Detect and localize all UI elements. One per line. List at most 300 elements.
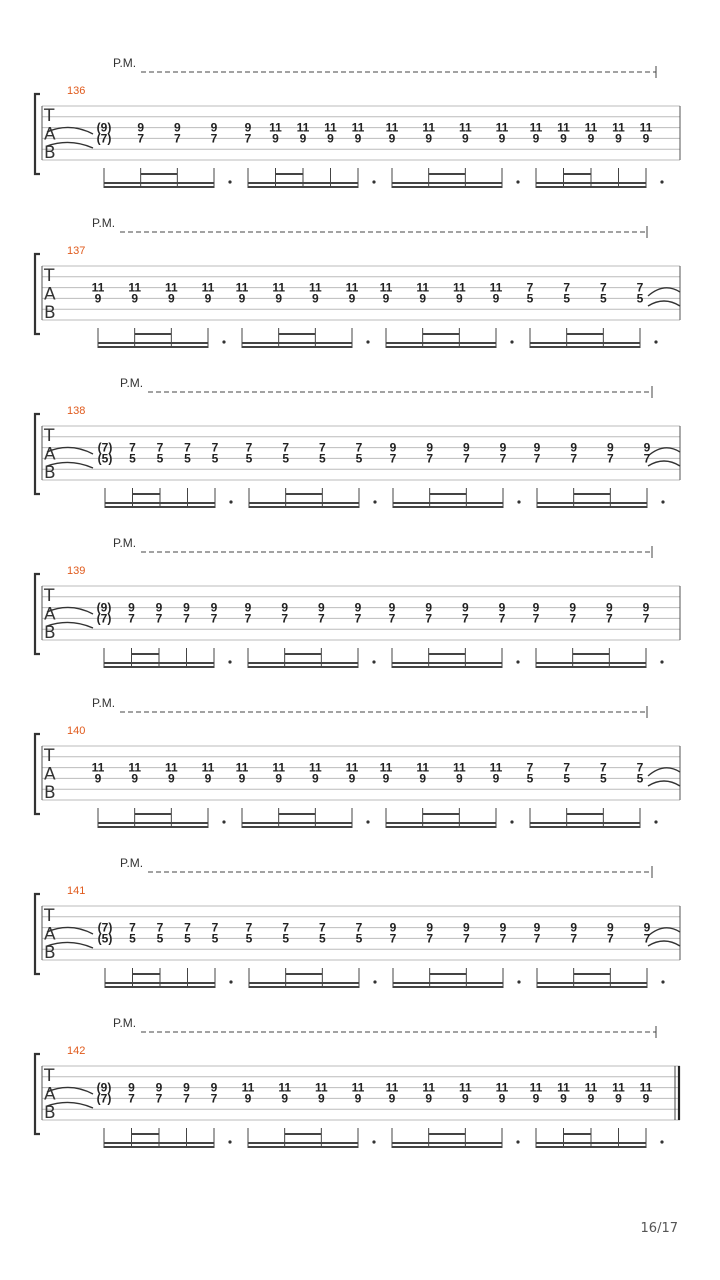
tab-clef-letter: T (44, 906, 55, 926)
tab-clef-letter: A (44, 284, 56, 305)
fret-number-string-2: 11 (314, 1080, 328, 1095)
system-bracket (35, 894, 40, 974)
fret-number-string-2: 11 (458, 1080, 472, 1095)
fret-number-string-2: 11 (422, 1080, 436, 1095)
fret-number-string-3: 5 (211, 451, 219, 466)
fret-number-string-2: 9 (642, 600, 650, 615)
fret-number-string-2: 7 (636, 280, 644, 295)
fret-number-string-3: 7 (137, 131, 145, 146)
fret-number-string-2: 11 (269, 120, 282, 135)
fret-number-string-3: 9 (327, 131, 334, 146)
fret-number-string-2: 9 (499, 920, 507, 935)
fret-number-string-2: 7 (156, 920, 164, 935)
fret-number-string-2: 11 (235, 760, 249, 775)
fret-number-string-3: 9 (348, 291, 356, 306)
fret-number-string-2: 9 (210, 600, 218, 615)
fret-number-string-2: 11 (452, 760, 466, 775)
fret-number-string-3: 9 (94, 771, 102, 786)
fret-number-string-2: 11 (422, 120, 436, 135)
fret-number-string-2: 9 (570, 440, 578, 455)
system-137 (35, 216, 680, 348)
fret-number-string-3: 7 (643, 451, 651, 466)
beat-group (246, 441, 377, 508)
beat-group (98, 921, 233, 988)
beat-group (92, 761, 226, 828)
tie-out-arc (648, 301, 680, 306)
tie-out-arc (648, 768, 680, 776)
tab-clef-letter: B (44, 463, 56, 483)
palm-mute-label: P.M. (92, 216, 116, 230)
fret-number-string-3: 9 (492, 771, 500, 786)
fret-number-string-2: 11 (324, 120, 337, 135)
fret-number-string-3: 7 (128, 611, 135, 626)
tab-clef-letter: A (44, 604, 56, 625)
fret-number-string-2: 9 (569, 600, 577, 615)
fret-number-string-2: 7 (563, 760, 571, 775)
fret-number-string-2: 9 (155, 600, 163, 615)
beat-group (245, 121, 376, 188)
fret-number-string-3: 9 (272, 131, 279, 146)
beat-group (386, 1081, 520, 1148)
fret-number-string-2: 7 (355, 440, 363, 455)
rhythm-dot (661, 980, 664, 983)
fret-number-string-3: 9 (317, 1091, 325, 1106)
fret-number-string-2: 7 (526, 280, 534, 295)
fret-number-string-2: 11 (272, 280, 286, 295)
fret-number-string-3: 9 (642, 131, 650, 146)
beat-group (380, 761, 514, 828)
fret-number-string-3: 9 (461, 1091, 469, 1106)
tab-clef-letter: B (44, 783, 56, 803)
measure-number: 136 (67, 85, 86, 97)
fret-number-string-2: 9 (210, 120, 218, 135)
fret-number-string-3: 7 (128, 1091, 135, 1106)
fret-number-string-3: 9 (167, 771, 175, 786)
fret-number-string-3: 9 (425, 1091, 433, 1106)
fret-number-string-3: 7 (210, 131, 218, 146)
fret-number-string-2: 7 (599, 280, 607, 295)
fret-number-string-2: 7 (211, 440, 219, 455)
rhythm-dot (372, 660, 375, 663)
fret-number-string-3: 9 (455, 291, 463, 306)
fret-number-string-3: 7 (498, 611, 506, 626)
fret-number-string-3: 7 (244, 131, 252, 146)
tab-clef-letter: T (44, 746, 55, 766)
beat-group (245, 601, 376, 668)
palm-mute-label: P.M. (120, 856, 144, 870)
fret-number-string-3: 7 (210, 1091, 218, 1106)
fret-number-string-2: 11 (385, 120, 399, 135)
fret-number-string-2: 11 (495, 120, 509, 135)
fret-number-string-3: 5 (184, 451, 191, 466)
system-bracket (35, 94, 40, 174)
fret-number-string-2: 7 (563, 280, 571, 295)
fret-number-string-3: 9 (560, 131, 567, 146)
system-138 (35, 376, 680, 508)
fret-number-string-3: 9 (615, 131, 622, 146)
rhythm-dot (510, 340, 513, 343)
fret-number-string-3: 9 (382, 771, 390, 786)
fret-number-string-2: 11 (489, 760, 503, 775)
fret-number-string-2: 9 (425, 600, 433, 615)
fret-number-string-2: 9 (210, 1080, 218, 1095)
fret-number-string-3: 9 (382, 291, 390, 306)
fret-number-string-3: 7 (281, 611, 289, 626)
fret-number-string-2: 9 (128, 1080, 135, 1095)
fret-number-string-2: 7 (526, 760, 534, 775)
fret-number-string-3: 7 (606, 931, 614, 946)
fret-number-string-3: 9 (131, 771, 139, 786)
beat-group (97, 121, 232, 188)
fret-number-string-3: 7 (155, 1091, 163, 1106)
fret-number-string-2: (9) (96, 600, 112, 615)
fret-number-string-3: 9 (244, 1091, 252, 1106)
fret-number-string-3: 5 (599, 771, 607, 786)
fret-number-string-3: 5 (129, 451, 136, 466)
fret-number-string-2: 9 (499, 440, 507, 455)
measure-number: 139 (67, 565, 86, 577)
fret-number-string-3: 7 (210, 611, 218, 626)
fret-number-string-3: 7 (499, 931, 507, 946)
fret-number-string-3: 7 (317, 611, 325, 626)
fret-number-string-2: 9 (317, 600, 325, 615)
fret-number-string-3: 7 (532, 611, 540, 626)
rhythm-dot (660, 1140, 663, 1143)
fret-number-string-3: 9 (354, 131, 362, 146)
rhythm-dot (366, 820, 369, 823)
rhythm-dot (516, 1140, 519, 1143)
rhythm-dot (372, 1140, 375, 1143)
fret-number-string-2: 11 (308, 760, 322, 775)
rhythm-dot (510, 820, 513, 823)
fret-number-string-3: 5 (526, 291, 534, 306)
fret-number-string-3: 5 (318, 931, 326, 946)
tab-clef-letter: B (44, 143, 56, 163)
fret-number-string-2: 9 (533, 440, 541, 455)
fret-number-string-2: 7 (211, 920, 219, 935)
fret-number-string-2: 11 (639, 120, 653, 135)
fret-number-string-3: 5 (245, 931, 253, 946)
palm-mute-label: P.M. (113, 1016, 137, 1030)
fret-number-string-3: 7 (244, 611, 252, 626)
fret-number-string-3: 9 (419, 291, 427, 306)
fret-number-string-2: 7 (156, 440, 164, 455)
fret-number-string-2: 9 (533, 920, 541, 935)
fret-number-string-2: 11 (235, 280, 249, 295)
fret-number-string-2: 7 (599, 760, 607, 775)
fret-number-string-3: 7 (389, 451, 397, 466)
fret-number-string-3: 7 (569, 611, 577, 626)
fret-number-string-3: 9 (238, 291, 246, 306)
rhythm-dot (228, 180, 231, 183)
fret-number-string-2: 7 (282, 440, 290, 455)
fret-number-string-3: 9 (204, 771, 212, 786)
page-number: 16/17 (640, 1221, 678, 1236)
fret-number-string-3: 7 (425, 611, 433, 626)
fret-number-string-2: 9 (281, 600, 289, 615)
fret-number-string-3: (7) (96, 1091, 112, 1106)
tab-clef-letter: T (44, 426, 55, 446)
fret-number-string-3: 7 (354, 611, 362, 626)
fret-number-string-2: 11 (584, 120, 598, 135)
fret-number-string-2: 7 (129, 920, 136, 935)
system-136 (35, 56, 680, 188)
fret-number-string-3: 7 (389, 931, 397, 946)
fret-number-string-3: 5 (211, 931, 219, 946)
fret-number-string-3: 5 (282, 451, 290, 466)
fret-number-string-3: 9 (275, 771, 283, 786)
tie-out-arc (648, 288, 680, 296)
fret-number-string-3: 7 (533, 931, 541, 946)
fret-number-string-3: 9 (131, 291, 139, 306)
fret-number-string-3: 9 (532, 131, 540, 146)
fret-number-string-2: 7 (318, 440, 326, 455)
fret-number-string-3: 7 (499, 451, 507, 466)
fret-number-string-2: 11 (91, 760, 105, 775)
fret-number-string-3: 7 (155, 611, 163, 626)
tie-out-arc (648, 941, 680, 946)
fret-number-string-3: 5 (599, 291, 607, 306)
beat-group (389, 601, 520, 668)
tie-out-arc (648, 781, 680, 786)
beat-group (530, 1081, 664, 1148)
tab-clef-letter: A (44, 764, 56, 785)
beat-group (97, 1081, 232, 1148)
fret-number-string-2: 9 (532, 600, 540, 615)
tab-clef-letter: T (44, 106, 55, 126)
fret-number-string-3: 9 (425, 131, 433, 146)
system-bracket (35, 414, 40, 494)
beat-group (386, 121, 520, 188)
fret-number-string-3: 9 (498, 131, 506, 146)
fret-number-string-2: 7 (318, 920, 326, 935)
fret-number-string-2: 9 (643, 440, 651, 455)
fret-number-string-3: 7 (570, 451, 578, 466)
tie-out-arc (648, 461, 680, 466)
beat-group (533, 601, 664, 668)
fret-number-string-3: 5 (636, 771, 644, 786)
beat-group (98, 441, 233, 508)
fret-number-string-3: 9 (455, 771, 463, 786)
fret-number-string-2: 11 (416, 760, 430, 775)
fret-number-string-2: 11 (379, 760, 393, 775)
fret-number-string-2: 11 (529, 1080, 543, 1095)
fret-number-string-2: 11 (351, 1080, 365, 1095)
tab-clef-letter: T (44, 586, 55, 606)
beat-group (390, 921, 521, 988)
fret-number-string-2: 9 (570, 920, 578, 935)
fret-number-string-2: 11 (91, 280, 105, 295)
fret-number-string-3: (5) (97, 931, 113, 946)
fret-number-string-3: 9 (275, 291, 283, 306)
fret-number-string-2: 9 (388, 600, 396, 615)
fret-number-string-2: 11 (557, 120, 570, 135)
fret-number-string-2: 11 (529, 120, 543, 135)
fret-number-string-3: 7 (173, 131, 181, 146)
fret-number-string-2: 11 (557, 1080, 570, 1095)
beat-group (242, 1081, 376, 1148)
fret-number-string-3: 5 (156, 451, 164, 466)
tab-clef-letter: A (44, 124, 56, 145)
fret-number-string-3: 5 (184, 931, 191, 946)
fret-number-string-2: 9 (244, 120, 252, 135)
fret-number-string-2: 11 (164, 280, 178, 295)
fret-number-string-3: 9 (560, 1091, 567, 1106)
fret-number-string-2: 11 (495, 1080, 509, 1095)
fret-number-string-2: (9) (96, 120, 112, 135)
fret-number-string-3: 5 (563, 771, 571, 786)
fret-number-string-3: 9 (281, 1091, 289, 1106)
fret-number-string-3: 7 (643, 931, 651, 946)
fret-number-string-3: 5 (318, 451, 326, 466)
tab-clef-letter: B (44, 623, 56, 643)
rhythm-dot (222, 820, 225, 823)
fret-number-string-2: 11 (164, 760, 178, 775)
tab-clef-letter: A (44, 924, 56, 945)
fret-number-string-2: 9 (426, 440, 434, 455)
fret-number-string-2: 7 (282, 920, 290, 935)
fret-number-string-2: 11 (452, 280, 466, 295)
fret-number-string-2: (7) (97, 440, 113, 455)
rhythm-dot (517, 980, 520, 983)
fret-number-string-2: 11 (612, 1080, 625, 1095)
tab-clef-letter: A (44, 444, 56, 465)
fret-number-string-3: 5 (355, 451, 363, 466)
rhythm-dot (660, 180, 663, 183)
fret-number-string-3: 5 (563, 291, 571, 306)
beat-group (92, 281, 226, 348)
fret-number-string-2: 11 (241, 1080, 255, 1095)
fret-number-string-3: 7 (606, 451, 614, 466)
tab-clef-letter: T (44, 1066, 55, 1086)
rhythm-dot (516, 660, 519, 663)
fret-number-string-3: 9 (587, 131, 595, 146)
rhythm-dot (228, 1140, 231, 1143)
palm-mute-label: P.M. (113, 56, 137, 70)
fret-number-string-2: 11 (639, 1080, 653, 1095)
fret-number-string-2: 9 (606, 440, 614, 455)
fret-number-string-2: 7 (636, 760, 644, 775)
rhythm-dot (661, 500, 664, 503)
fret-number-string-2: 9 (461, 600, 469, 615)
fret-number-string-3: 9 (348, 771, 356, 786)
fret-number-string-3: (7) (96, 131, 112, 146)
rhythm-dot (654, 340, 657, 343)
fret-number-string-3: 9 (498, 1091, 506, 1106)
fret-number-string-3: 9 (388, 131, 396, 146)
fret-number-string-3: (7) (96, 611, 112, 626)
beat-group (390, 441, 521, 508)
fret-number-string-2: 11 (612, 120, 625, 135)
tab-clef-letter: B (44, 943, 56, 963)
fret-number-string-2: 9 (389, 920, 397, 935)
tab-clef-letter: B (44, 303, 56, 323)
fret-number-string-2: 11 (308, 280, 322, 295)
measure-number: 138 (67, 405, 86, 417)
fret-number-string-2: 9 (605, 600, 613, 615)
fret-number-string-3: 9 (461, 131, 469, 146)
beat-group (530, 121, 664, 188)
rhythm-dot (229, 500, 232, 503)
fret-number-string-3: 9 (299, 131, 307, 146)
system-142 (35, 1016, 680, 1148)
system-140 (35, 696, 680, 828)
rhythm-dot (229, 980, 232, 983)
fret-number-string-3: 7 (183, 611, 190, 626)
palm-mute-label: P.M. (120, 376, 144, 390)
fret-number-string-3: 9 (532, 1091, 540, 1106)
beat-group (527, 761, 658, 828)
fret-number-string-3: 7 (462, 931, 470, 946)
palm-mute-label: P.M. (92, 696, 116, 710)
fret-number-string-3: 9 (311, 291, 319, 306)
fret-number-string-2: 11 (584, 1080, 598, 1095)
fret-number-string-2: 9 (462, 440, 470, 455)
rhythm-dot (366, 340, 369, 343)
fret-number-string-2: 9 (183, 1080, 190, 1095)
system-139 (35, 536, 680, 668)
rhythm-dot (373, 500, 376, 503)
fret-number-string-2: 9 (498, 600, 506, 615)
rhythm-dot (517, 500, 520, 503)
beat-group (534, 921, 665, 988)
fret-number-string-2: 11 (272, 760, 286, 775)
measure-number: 141 (67, 885, 86, 897)
palm-mute-label: P.M. (113, 536, 137, 550)
fret-number-string-3: 5 (355, 931, 363, 946)
rhythm-dot (373, 980, 376, 983)
fret-number-string-3: 9 (94, 291, 102, 306)
fret-number-string-2: 9 (354, 600, 362, 615)
rhythm-dot (372, 180, 375, 183)
fret-number-string-3: 5 (129, 931, 136, 946)
measure-number: 137 (67, 245, 86, 257)
fret-number-string-3: 7 (426, 931, 434, 946)
fret-number-string-2: 9 (183, 600, 190, 615)
fret-number-string-3: 7 (570, 931, 578, 946)
measure-number: 142 (67, 1045, 86, 1057)
fret-number-string-2: 9 (244, 600, 252, 615)
fret-number-string-2: 11 (379, 280, 393, 295)
rhythm-dot (660, 660, 663, 663)
fret-number-string-2: 11 (201, 280, 215, 295)
beat-group (380, 281, 514, 348)
tie-out-arc (648, 448, 680, 456)
fret-number-string-3: 9 (419, 771, 427, 786)
fret-number-string-3: 5 (245, 451, 253, 466)
fret-number-string-3: 9 (587, 1091, 595, 1106)
fret-number-string-3: 7 (533, 451, 541, 466)
fret-number-string-2: 9 (389, 440, 397, 455)
fret-number-string-2: 7 (245, 920, 253, 935)
beat-group (97, 601, 232, 668)
beat-group (246, 921, 377, 988)
fret-number-string-3: 7 (462, 451, 470, 466)
fret-number-string-3: (5) (97, 451, 113, 466)
fret-number-string-3: 9 (311, 771, 319, 786)
measure-number: 140 (67, 725, 86, 737)
fret-number-string-2: 11 (489, 280, 503, 295)
fret-number-string-2: 11 (296, 120, 310, 135)
fret-number-string-3: 9 (615, 1091, 622, 1106)
fret-number-string-2: 11 (345, 760, 359, 775)
fret-number-string-3: 9 (238, 771, 246, 786)
fret-number-string-2: 11 (128, 760, 142, 775)
fret-number-string-2: 11 (201, 760, 215, 775)
fret-number-string-2: 9 (128, 600, 135, 615)
rhythm-dot (516, 180, 519, 183)
beat-group (527, 281, 658, 348)
